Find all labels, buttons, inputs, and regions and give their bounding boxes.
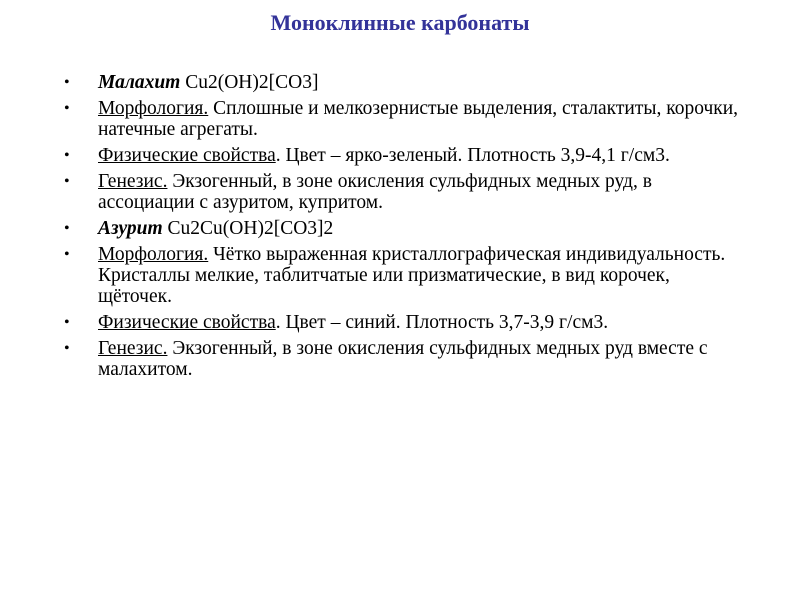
bullet-dot-icon: • <box>64 74 70 91</box>
heading-morphology: Морфология. <box>98 244 209 265</box>
heading-physical-properties: Физические свойства <box>98 312 276 333</box>
bullet-dot-icon: • <box>64 314 70 331</box>
bullet-list <box>62 72 742 385</box>
bullet-item-malachite <box>62 72 742 93</box>
text-morphology: Сплошные и мелкозернистые выделения, сталактиты, корочки, натечные агрегаты. <box>98 98 739 140</box>
bullet-dot-icon: • <box>64 340 70 357</box>
text-physical-properties: . Цвет – синий. Плотность 3,7-3,9 г/см3. <box>275 312 609 333</box>
bullet-dot-icon: • <box>64 100 70 117</box>
bullet-dot-icon: • <box>64 147 70 164</box>
heading-genesis: Генезис. <box>98 171 168 192</box>
slide-title: Моноклинные карбонаты <box>270 10 530 35</box>
heading-physical-properties: Физические свойства <box>98 145 276 166</box>
bullet-item-morphology-azurite <box>62 244 742 307</box>
bullet-dot-icon: • <box>64 220 70 237</box>
bullet-item-azurite <box>62 218 742 239</box>
heading-genesis: Генезис. <box>98 338 168 359</box>
bullet-dot-icon: • <box>64 173 70 190</box>
text-genesis: Экзогенный, в зоне окисления сульфидных медных руд, в ассоциации с азуритом, купритом. <box>98 171 652 213</box>
bullet-item-genesis-malachite <box>62 171 742 213</box>
mineral-name-azurite: Азурит <box>98 218 163 239</box>
bullet-item-genesis-azurite <box>62 338 742 380</box>
bullet-item-properties-malachite <box>62 145 742 166</box>
bullet-item-morphology-malachite <box>62 98 742 140</box>
mineral-name-malachite: Малахит <box>98 72 181 93</box>
formula-azurite: Cu2Cu(OH)2[CO3]2 <box>162 218 334 239</box>
bullet-dot-icon: • <box>64 246 70 263</box>
heading-morphology: Морфология. <box>98 98 209 119</box>
formula-malachite: Cu2(OH)2[CO3] <box>180 72 319 93</box>
text-genesis: Экзогенный, в зоне окисления сульфидных медных руд вместе с малахитом. <box>98 338 708 380</box>
bullet-item-properties-azurite <box>62 312 742 333</box>
text-morphology: Чётко выраженная кристаллографическая индивидуальность. Кристаллы мелкие, таблитчатые или призматические, в вид корочек, щёточек. <box>98 244 726 307</box>
text-physical-properties: . Цвет – ярко-зеленый. Плотность 3,9-4,1 г/см3. <box>275 145 670 166</box>
